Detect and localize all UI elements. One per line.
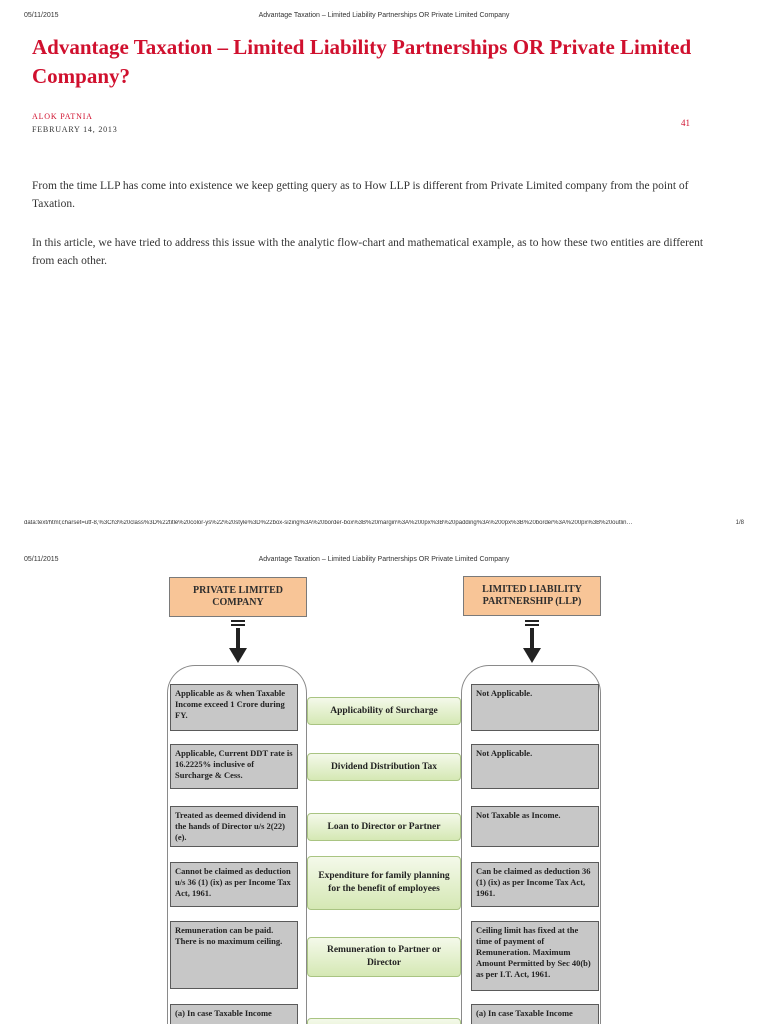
page1-header-title: Advantage Taxation – Limited Liability Partnerships OR Private Limited Company bbox=[258, 12, 510, 19]
page1-header-date: 05/11/2015 bbox=[24, 12, 59, 19]
criterion-loan: Loan to Director or Partner bbox=[307, 813, 461, 841]
criterion-taxable-income bbox=[307, 1018, 461, 1024]
llp-header-box: LIMITED LIABILITY PARTNERSHIP (LLP) bbox=[463, 576, 601, 616]
llp-cell-surcharge: Not Applicable. bbox=[471, 684, 599, 731]
criterion-surcharge: Applicability of Surcharge bbox=[307, 697, 461, 725]
criterion-family-planning: Expenditure for family planning for the benefit of employees bbox=[307, 856, 461, 910]
llp-cell-taxable-income: (a) In case Taxable Income bbox=[471, 1004, 599, 1024]
intro-paragraph: From the time LLP has come into existence we keep getting query as to How LLP is different from Private Limited company from the point of Taxation. bbox=[32, 180, 689, 210]
page2-header-date: 05/11/2015 bbox=[24, 556, 59, 563]
llp-cell-remuneration: Ceiling limit has fixed at the time of payment of Remuneration. Maximum Amount Permitted by Sec 40(b) as per I.T. Act, 1961. bbox=[471, 921, 599, 991]
down-arrow-icon bbox=[522, 620, 542, 664]
company-cell-taxable-income: (a) In case Taxable Income bbox=[170, 1004, 298, 1024]
comment-count-link[interactable]: 41 bbox=[681, 118, 690, 128]
company-header-box: PRIVATE LIMITED COMPANY bbox=[169, 577, 307, 617]
article-title: Advantage Taxation – Limited Liability Partnerships OR Private Limited Company? bbox=[32, 35, 692, 88]
page1-footer-url: data:text/html;charset=utf-8,%3Ch3%20class%3D%22title%20color-ys%22%20style%3D%22box-sizing%3A%20border-box%3B%20margin%3A%200px%3B%20padding%3A%200px%3B%20border%3A%200px%3B%20outlin… bbox=[24, 520, 633, 526]
company-cell-ddt: Applicable, Current DDT rate is 16.2225% inclusive of Surcharge & Cess. bbox=[170, 744, 298, 789]
down-arrow-icon bbox=[228, 620, 248, 664]
llp-cell-family-planning: Can be claimed as deduction 36 (1) (ix) as per Income Tax Act, 1961. bbox=[471, 862, 599, 907]
criterion-ddt: Dividend Distribution Tax bbox=[307, 753, 461, 781]
criterion-remuneration: Remuneration to Partner or Director bbox=[307, 937, 461, 977]
publish-date: FEBRUARY 14, 2013 bbox=[32, 125, 118, 134]
company-cell-family-planning: Cannot be claimed as deduction u/s 36 (1) (ix) as per Income Tax Act, 1961. bbox=[170, 862, 298, 907]
page1-footer-page: 1/8 bbox=[735, 520, 744, 526]
company-cell-loan: Treated as deemed dividend in the hands of Director u/s 2(22) (e). bbox=[170, 806, 298, 847]
llp-cell-loan: Not Taxable as Income. bbox=[471, 806, 599, 847]
page2-header-title: Advantage Taxation – Limited Liability Partnerships OR Private Limited Company bbox=[258, 556, 510, 563]
company-cell-surcharge: Applicable as & when Taxable Income exceed 1 Crore during FY. bbox=[170, 684, 298, 731]
author-link[interactable]: ALOK PATNIA bbox=[32, 112, 93, 121]
llp-cell-ddt: Not Applicable. bbox=[471, 744, 599, 789]
article-paragraph: In this article, we have tried to address this issue with the analytic flow-chart and mathematical example, as to how these two entities are different from each other. bbox=[32, 237, 704, 267]
company-cell-remuneration: Remuneration can be paid. There is no maximum ceiling. bbox=[170, 921, 298, 989]
